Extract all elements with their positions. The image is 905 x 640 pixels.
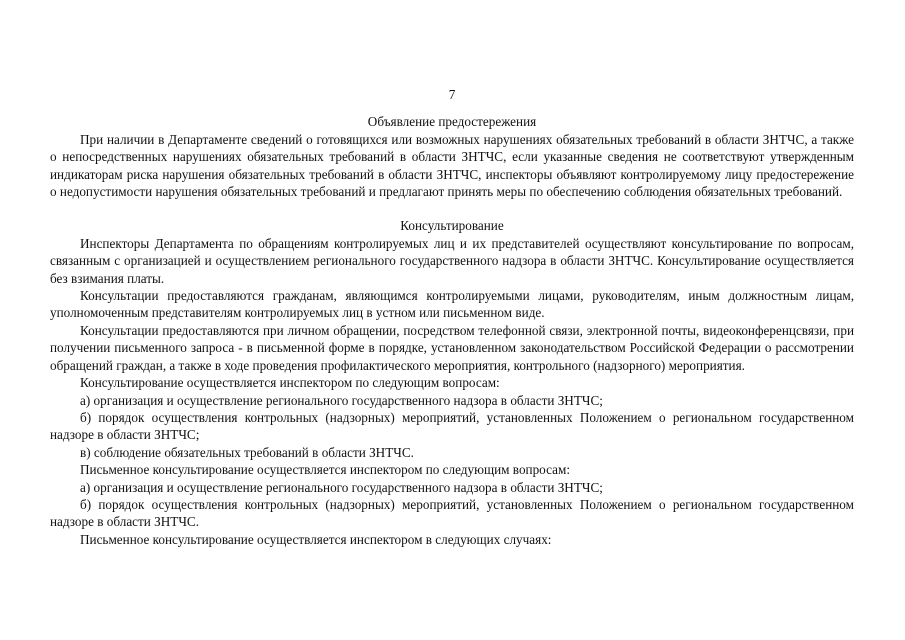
paragraph-consulting-topics-intro: Консультирование осуществляется инспектором по следующим вопросам: [80, 375, 500, 391]
list-item-topic-c: в) соблюдение обязательных требований в области ЗНТЧС. [80, 444, 414, 460]
paragraph-consulting-3: Консультации предоставляются при личном обращении, посредством телефонной связи, электронной почты, видеоконференцсвязи, при получении письменного запроса - в письменной форме в порядке, установленном законодательством Российской Федерации о рассмотрении обращений граждан, а также в ходе проведения профилактического мероприятия, контрольного (надзорного) мероприятия. [50, 322, 854, 373]
list-item-topic-b: б) порядок осуществления контрольных (надзорных) мероприятий, установленных Положением о региональном государственном надзоре в области ЗНТЧС; [50, 409, 854, 443]
section-warning [50, 113, 854, 200]
list-item-topic-a: а) организация и осуществление регионального государственного надзора в области ЗНТЧС; [80, 392, 603, 408]
paragraph-written-cases-intro: Письменное консультирование осуществляется инспектором в следующих случаях: [80, 531, 552, 547]
section-heading-consulting: Консультирование [400, 218, 504, 234]
list-item-written-topic-a: а) организация и осуществление регионального государственного надзора в области ЗНТЧС; [80, 479, 603, 495]
section-consulting [50, 217, 854, 548]
page-number: 7 [448, 87, 456, 102]
document-page [50, 86, 854, 548]
paragraph-warning-1: При наличии в Департаменте сведений о готовящихся или возможных нарушениях обязательных требований в области ЗНТЧС, а также о непосредственных нарушениях обязательных требований в области ЗНТЧС, если указанные сведения не соответствуют утвержденным индикаторам риска нарушения обязательных требований в области ЗНТЧС, инспекторы объявляют контролируемому лицу предостережение о недопустимости нарушения обязательных требований и предлагают принять меры по обеспечению соблюдения обязательных требований. [50, 131, 854, 200]
paragraph-written-topics-intro: Письменное консультирование осуществляется инспектором по следующим вопросам: [80, 462, 570, 478]
list-item-written-topic-b: б) порядок осуществления контрольных (надзорных) мероприятий, установленных Положением о региональном государственном надзоре в области ЗНТЧС. [50, 496, 854, 530]
paragraph-consulting-2: Консультации предоставляются гражданам, являющимся контролируемыми лицами, руководителям, иным должностным лицам, уполномоченным представителям контролируемых лиц в устном или письменном виде. [50, 288, 854, 321]
section-heading-warning: Объявление предостережения [367, 114, 537, 130]
paragraph-consulting-1: Инспекторы Департамента по обращениям контролируемых лиц и их представителей осуществляют консультирование по вопросам, связанным с организацией и осуществлением регионального государственного надзора в области ЗНТЧС. Консультирование осуществляется без взимания платы. [50, 235, 854, 286]
